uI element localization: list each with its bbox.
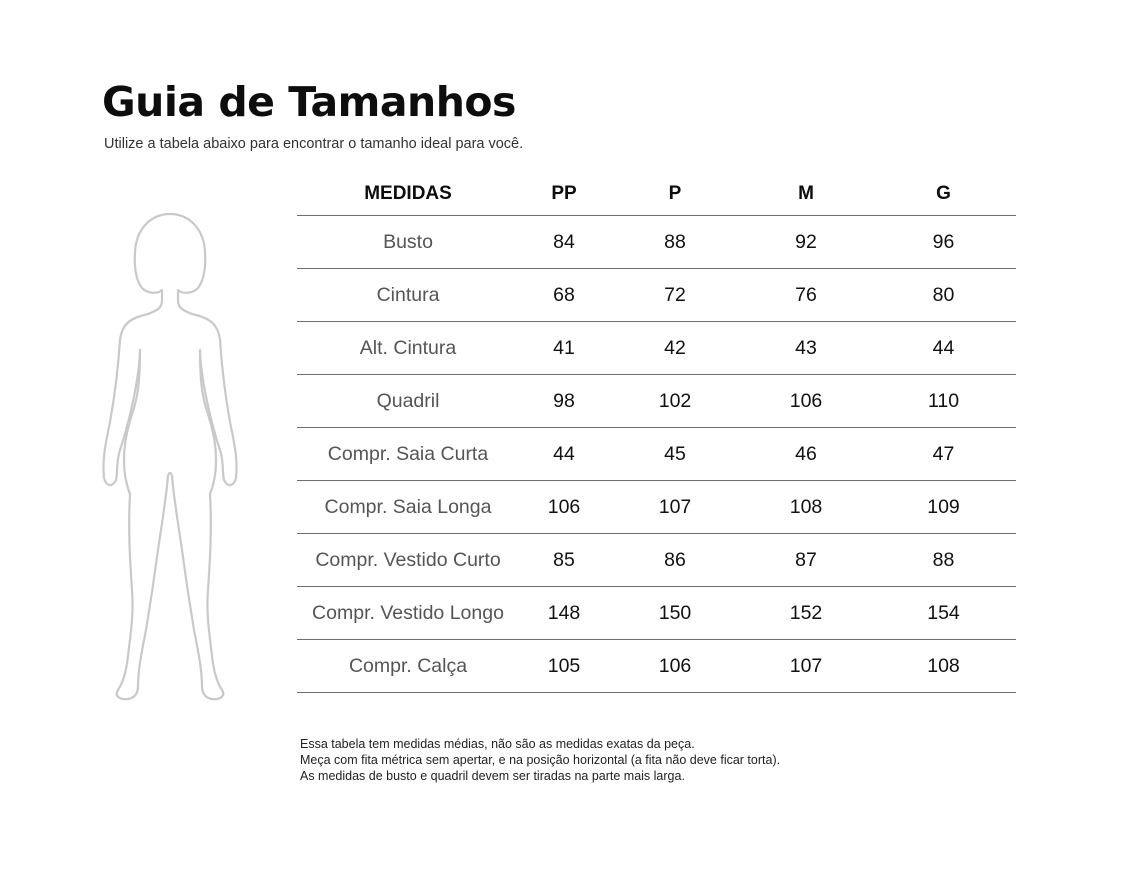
page-title: Guia de Tamanhos	[102, 78, 516, 126]
table-cell: 47	[871, 428, 1016, 481]
column-header-pp: PP	[519, 172, 609, 216]
table-cell: 43	[741, 322, 871, 375]
table-cell: 46	[741, 428, 871, 481]
table-row	[297, 534, 1016, 587]
table-cell: 110	[871, 375, 1016, 428]
table-cell: 109	[871, 481, 1016, 534]
column-header-p: P	[609, 172, 741, 216]
table-cell: 102	[609, 375, 741, 428]
row-label: Compr. Saia Longa	[297, 481, 519, 534]
row-label: Compr. Vestido Curto	[297, 534, 519, 587]
page-subtitle: Utilize a tabela abaixo para encontrar o tamanho ideal para você.	[104, 136, 524, 152]
table-cell: 42	[609, 322, 741, 375]
table-cell: 106	[519, 481, 609, 534]
table-row	[297, 269, 1016, 322]
table-cell: 72	[609, 269, 741, 322]
table-row	[297, 216, 1016, 269]
table-cell: 107	[741, 640, 871, 693]
row-label: Quadril	[297, 375, 519, 428]
table-cell: 96	[871, 216, 1016, 269]
note-line: As medidas de busto e quadril devem ser tiradas na parte mais larga.	[300, 769, 685, 783]
table-cell: 68	[519, 269, 609, 322]
table-cell: 80	[871, 269, 1016, 322]
row-label: Compr. Vestido Longo	[297, 587, 519, 640]
table-cell: 41	[519, 322, 609, 375]
table-cell: 108	[741, 481, 871, 534]
table-cell: 106	[609, 640, 741, 693]
table-row	[297, 375, 1016, 428]
column-header-m: M	[741, 172, 871, 216]
table-cell: 88	[871, 534, 1016, 587]
size-table	[297, 172, 1016, 693]
table-row	[297, 322, 1016, 375]
row-label: Compr. Saia Curta	[297, 428, 519, 481]
table-row	[297, 481, 1016, 534]
table-cell: 87	[741, 534, 871, 587]
table-cell: 85	[519, 534, 609, 587]
table-cell: 44	[519, 428, 609, 481]
table-row	[297, 428, 1016, 481]
column-header-g: G	[871, 172, 1016, 216]
table-cell: 108	[871, 640, 1016, 693]
note-line: Essa tabela tem medidas médias, não são as medidas exatas da peça.	[300, 737, 695, 751]
table-cell: 45	[609, 428, 741, 481]
table-cell: 92	[741, 216, 871, 269]
table-cell: 152	[741, 587, 871, 640]
table-cell: 86	[609, 534, 741, 587]
table-cell: 44	[871, 322, 1016, 375]
table-cell: 76	[741, 269, 871, 322]
row-label: Cintura	[297, 269, 519, 322]
row-label: Busto	[297, 216, 519, 269]
table-cell: 154	[871, 587, 1016, 640]
table-cell: 84	[519, 216, 609, 269]
table-cell: 107	[609, 481, 741, 534]
column-header-medidas: MEDIDAS	[297, 172, 519, 216]
note-line: Meça com fita métrica sem apertar, e na posição horizontal (a fita não deve ficar torta).	[300, 753, 781, 767]
table-cell: 98	[519, 375, 609, 428]
table-cell: 150	[609, 587, 741, 640]
table-cell: 148	[519, 587, 609, 640]
measurement-notes	[300, 736, 780, 784]
row-label: Compr. Calça	[297, 640, 519, 693]
table-cell: 88	[609, 216, 741, 269]
female-body-outline-icon	[92, 210, 248, 702]
table-row	[297, 587, 1016, 640]
table-cell: 105	[519, 640, 609, 693]
table-row	[297, 640, 1016, 693]
table-header-row	[297, 172, 1016, 216]
table-cell: 106	[741, 375, 871, 428]
row-label: Alt. Cintura	[297, 322, 519, 375]
